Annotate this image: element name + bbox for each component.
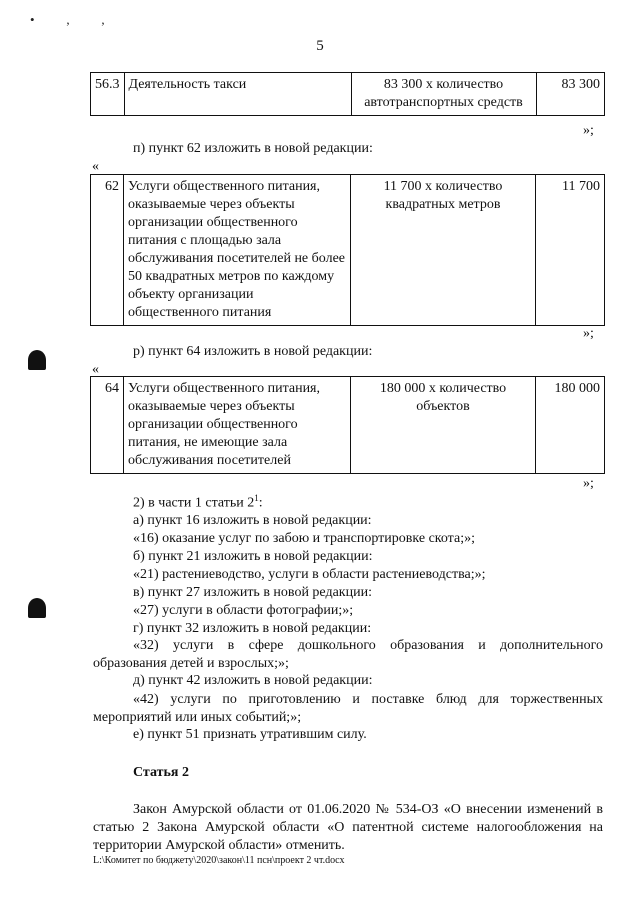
closing-quote: »; <box>583 123 594 138</box>
list-item: в) пункт 27 изложить в новой редакции: <box>133 585 372 600</box>
list-item: д) пункт 42 изложить в новой редакции: <box>133 673 373 688</box>
item-amount: 83 300 <box>536 73 605 116</box>
item-amount: 180 000 <box>536 377 605 474</box>
file-path-footer: L:\Комитет по бюджету\2020\закон\11 псн\проект 2 чт.docx <box>93 855 345 866</box>
part2-text: 2) в части 1 статьи 2 <box>133 495 255 511</box>
list-item: е) пункт 51 признать утратившим силу. <box>133 727 367 742</box>
part2-tail: : <box>258 495 263 511</box>
list-item: б) пункт 21 изложить в новой редакции: <box>133 549 373 564</box>
item-description: Деятельность такси <box>124 73 351 116</box>
opening-quote: « <box>92 362 99 377</box>
item-formula: 180 000 х количество объектов <box>351 377 536 474</box>
scan-specks: • ‚ , <box>30 12 119 27</box>
table-item-62 <box>90 174 605 326</box>
article-text: Закон Амурской области от 01.06.2020 № 534-ОЗ «О внесении изменений в статью 2 Закона Амурской области «О патентной системе налогообложения на территории Амурской области» отменить. <box>93 802 603 853</box>
item-formula: 83 300 х количество автотранспортных средств <box>351 73 536 116</box>
table-row <box>91 377 605 474</box>
list-item: г) пункт 32 изложить в новой редакции: <box>133 621 372 636</box>
table-row <box>91 175 605 326</box>
item-number: 64 <box>91 377 124 474</box>
list-item: «21) растениеводство, услуги в области растениеводства;»; <box>133 567 486 582</box>
item-number: 62 <box>91 175 124 326</box>
paragraph-line: п) пункт 62 изложить в новой редакции: <box>133 141 373 156</box>
list-item: «16) оказание услуг по забою и транспортировке скота;»; <box>133 531 475 546</box>
item-formula: 11 700 х количество квадратных метров <box>351 175 536 326</box>
punch-hole <box>28 598 46 618</box>
item-number: 56.3 <box>91 73 125 116</box>
part2-heading <box>133 493 263 512</box>
paragraph-line: р) пункт 64 изложить в новой редакции: <box>133 344 373 359</box>
item-description: Услуги общественного питания, оказываемые через объекты организации общественного питания с площадью зала обслуживания посетителей не более 50 квадратных метров по каждому объекту организации общественного питания <box>124 175 351 326</box>
table-row <box>91 73 605 116</box>
list-item: «27) услуги в области фотографии;»; <box>133 603 354 618</box>
item-amount: 11 700 <box>536 175 605 326</box>
paragraph: «42) услуги по приготовлению и поставке блюд для торжественных мероприятий или иных событий;»; <box>93 692 603 725</box>
item-description: Услуги общественного питания, оказываемые через объекты организации общественного питания, не имеющие зала обслуживания посетителей <box>124 377 351 474</box>
list-item: а) пункт 16 изложить в новой редакции: <box>133 513 372 528</box>
punch-hole <box>28 350 46 370</box>
table-item-56-3 <box>90 72 605 116</box>
superscript: 1 <box>254 493 259 503</box>
table-item-64 <box>90 376 605 474</box>
opening-quote: « <box>92 159 99 174</box>
paragraph: «32) услуги в сфере дошкольного образования и дополнительного образования детей и взрослых;»; <box>93 638 603 671</box>
closing-quote: »; <box>583 326 594 341</box>
article-heading: Статья 2 <box>133 765 189 780</box>
page-number: 5 <box>316 38 324 54</box>
closing-quote: »; <box>583 476 594 491</box>
